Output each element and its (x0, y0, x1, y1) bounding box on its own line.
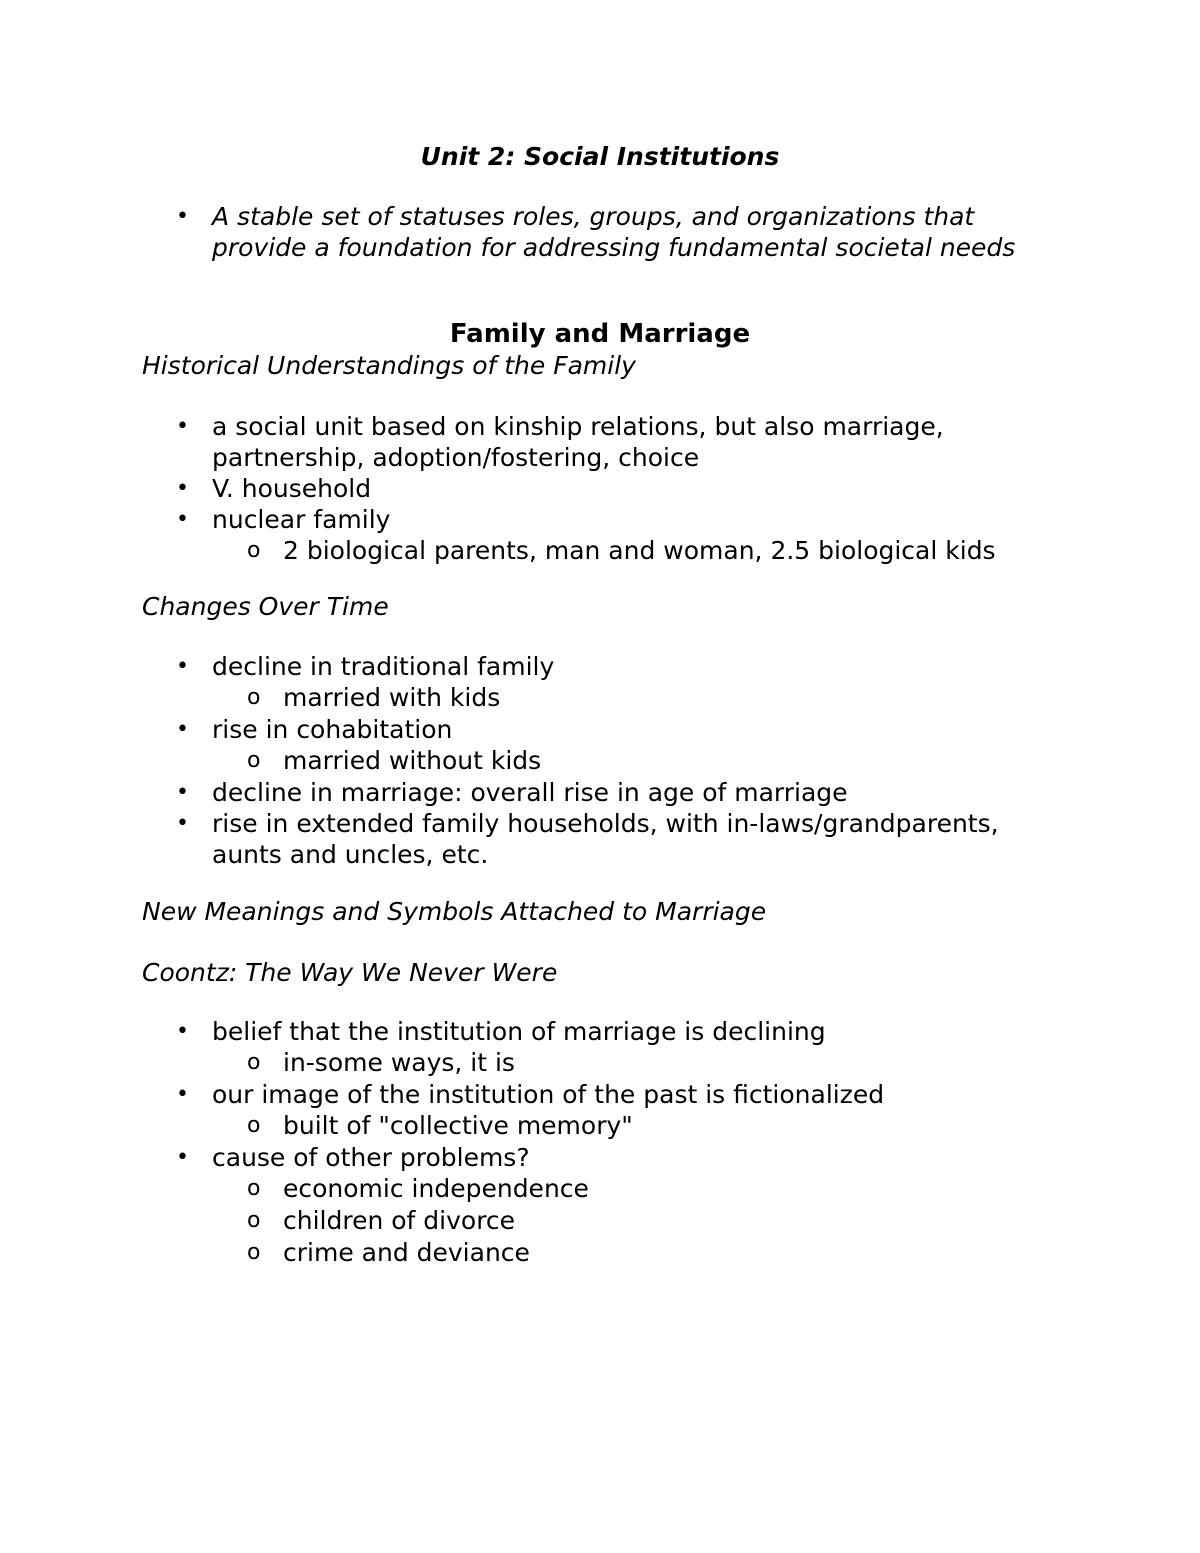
coontz-heading: Coontz: The Way We Never Were (142, 958, 558, 987)
list-item (142, 473, 1058, 504)
sub-bullet-icon: o (247, 1240, 261, 1265)
sub-bullet-icon: o (247, 748, 261, 773)
list-item-text: our image of the institution of the past is fictionalized (212, 1080, 885, 1109)
list-item-text: V. household (212, 474, 372, 503)
list-item (142, 1079, 1058, 1142)
changes-list (142, 651, 1058, 870)
sub-list-item (212, 745, 1058, 777)
sub-list-item (212, 1205, 1058, 1237)
sub-bullet-icon: o (247, 1113, 261, 1138)
sub-list-item-text: married with kids (283, 683, 501, 712)
page-title: Unit 2: Social Institutions (420, 142, 780, 171)
list-item-text: decline in marriage: overall rise in age of marriage (212, 778, 848, 807)
bullet-icon: • (176, 204, 189, 229)
sub-bullet-icon: o (247, 1050, 261, 1075)
list-item (142, 777, 1058, 808)
list-item (142, 651, 1058, 714)
section-title: Family and Marriage (449, 319, 751, 349)
bullet-icon: • (176, 1082, 189, 1107)
sub-bullet-icon: o (247, 1208, 261, 1233)
sub-list-item-text: children of divorce (283, 1206, 516, 1235)
sub-list-item (212, 1237, 1058, 1269)
historical-list (142, 411, 1058, 567)
list-item (142, 504, 1058, 567)
coontz-list (142, 1016, 1058, 1269)
sub-list-item-text: economic independence (283, 1174, 589, 1203)
list-item-text: a social unit based on kinship relations, but also marriage, partnership, adoption/fostering, choice (212, 412, 944, 472)
list-item-text: nuclear family (212, 505, 391, 534)
list-item-text: belief that the institution of marriage is declining (212, 1017, 826, 1046)
bullet-icon: • (176, 780, 189, 805)
sub-list-item-text: married without kids (283, 746, 542, 775)
bullet-icon: • (176, 1145, 189, 1170)
list-item (142, 1142, 1058, 1269)
sub-list-item (212, 535, 1058, 567)
sub-bullet-icon: o (247, 538, 261, 563)
changes-heading: Changes Over Time (142, 592, 389, 621)
sub-bullet-icon: o (247, 685, 261, 710)
sub-list-item (212, 1110, 1058, 1142)
list-item (142, 201, 1058, 263)
sub-list-item-text: crime and deviance (283, 1238, 530, 1267)
sub-list-item (212, 1047, 1058, 1079)
list-item (142, 808, 1058, 870)
list-item (142, 714, 1058, 777)
sub-list-item-text: in-some ways, it is (283, 1048, 515, 1077)
bullet-icon: • (176, 717, 189, 742)
bullet-icon: • (176, 1019, 189, 1044)
bullet-icon: • (176, 507, 189, 532)
bullet-icon: • (176, 414, 189, 439)
definition-text: A stable set of statuses roles, groups, and organizations that provide a foundation for addressing fundamental societal needs (212, 202, 1016, 262)
sub-list-item-text: built of "collective memory" (283, 1111, 633, 1140)
meanings-heading: New Meanings and Symbols Attached to Marriage (142, 897, 767, 926)
list-item (142, 411, 1058, 473)
list-item (142, 1016, 1058, 1079)
list-item-text: cause of other problems? (212, 1143, 530, 1172)
definition-list (142, 201, 1058, 263)
list-item-text: rise in extended family households, with in-laws/grandparents, aunts and uncles, etc. (212, 809, 999, 869)
list-item-text: rise in cohabitation (212, 715, 453, 744)
list-item-text: decline in traditional family (212, 652, 555, 681)
sub-list-item (212, 1173, 1058, 1205)
sub-list-item-text: 2 biological parents, man and woman, 2.5 biological kids (283, 536, 996, 565)
bullet-icon: • (176, 476, 189, 501)
bullet-icon: • (176, 811, 189, 836)
historical-heading: Historical Understandings of the Family (142, 351, 636, 380)
sub-list-item (212, 682, 1058, 714)
bullet-icon: • (176, 654, 189, 679)
sub-bullet-icon: o (247, 1176, 261, 1201)
